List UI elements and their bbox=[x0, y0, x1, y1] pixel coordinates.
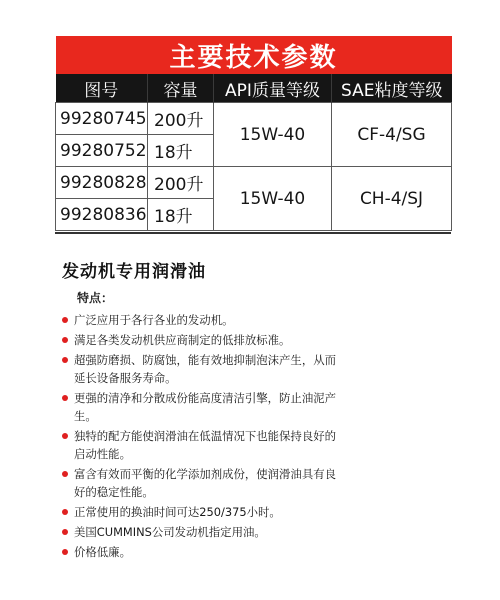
spec-table-header-row bbox=[56, 74, 452, 103]
table-row bbox=[56, 167, 452, 199]
product-title: 发动机专用润滑油 bbox=[62, 262, 206, 282]
capacity-cell: 18升 bbox=[148, 199, 214, 231]
capacity-cell: 18升 bbox=[148, 135, 214, 167]
feature-text: 独特的配方能使润滑油在低温情况下也能保持良好的启动性能。 bbox=[74, 429, 336, 461]
red-dot-bullet-icon bbox=[62, 337, 68, 343]
feature-text: 更强的清净和分散成份能高度清洁引擎，防止油泥产生。 bbox=[74, 391, 336, 423]
red-dot-bullet-icon bbox=[62, 395, 68, 401]
feature-text: 正常使用的换油时间可达250/375小时。 bbox=[74, 505, 281, 519]
table-row bbox=[56, 103, 452, 135]
spec-table-title: 主要技术参数 bbox=[56, 36, 452, 74]
red-dot-bullet-icon bbox=[62, 357, 68, 363]
table-bottom-divider bbox=[55, 232, 451, 234]
feature-text: 价格低廉。 bbox=[74, 545, 131, 559]
red-dot-bullet-icon bbox=[62, 471, 68, 477]
red-dot-bullet-icon bbox=[62, 529, 68, 535]
sae-grade-cell: CH-4/SJ bbox=[332, 167, 452, 231]
list-item bbox=[61, 311, 339, 329]
list-item bbox=[61, 503, 339, 521]
feature-text: 美国CUMMINS公司发动机指定用油。 bbox=[74, 525, 266, 539]
part-number-cell: 99280836 bbox=[56, 199, 148, 231]
capacity-cell: 200升 bbox=[148, 167, 214, 199]
red-dot-bullet-icon bbox=[62, 549, 68, 555]
list-item bbox=[61, 523, 339, 541]
feature-text: 满足各类发动机供应商制定的低排放标准。 bbox=[74, 333, 291, 347]
spec-table bbox=[55, 36, 452, 231]
red-dot-bullet-icon bbox=[62, 509, 68, 515]
features-label: 特点： bbox=[77, 291, 114, 305]
feature-list bbox=[61, 311, 339, 563]
header-part-no: 图号 bbox=[56, 74, 148, 103]
header-api-grade: API质量等级 bbox=[214, 74, 332, 103]
capacity-cell: 200升 bbox=[148, 103, 214, 135]
list-item bbox=[61, 331, 339, 349]
list-item bbox=[61, 351, 339, 387]
list-item bbox=[61, 543, 339, 561]
red-dot-bullet-icon bbox=[62, 317, 68, 323]
sae-grade-cell: CF-4/SG bbox=[332, 103, 452, 167]
list-item bbox=[61, 427, 339, 463]
header-sae-grade: SAE粘度等级 bbox=[332, 74, 452, 103]
feature-text: 广泛应用于各行各业的发动机。 bbox=[74, 313, 234, 327]
header-capacity: 容量 bbox=[148, 74, 214, 103]
part-number-cell: 99280745 bbox=[56, 103, 148, 135]
part-number-cell: 99280828 bbox=[56, 167, 148, 199]
part-number-cell: 99280752 bbox=[56, 135, 148, 167]
red-dot-bullet-icon bbox=[62, 433, 68, 439]
list-item bbox=[61, 389, 339, 425]
api-grade-cell: 15W-40 bbox=[214, 167, 332, 231]
feature-text: 富含有效而平衡的化学添加剂成份，使润滑油具有良好的稳定性能。 bbox=[74, 467, 336, 499]
spec-table-title-row bbox=[56, 36, 452, 74]
api-grade-cell: 15W-40 bbox=[214, 103, 332, 167]
list-item bbox=[61, 465, 339, 501]
feature-text: 超强防磨损、防腐蚀，能有效地抑制泡沫产生，从而延长设备服务寿命。 bbox=[74, 353, 336, 385]
